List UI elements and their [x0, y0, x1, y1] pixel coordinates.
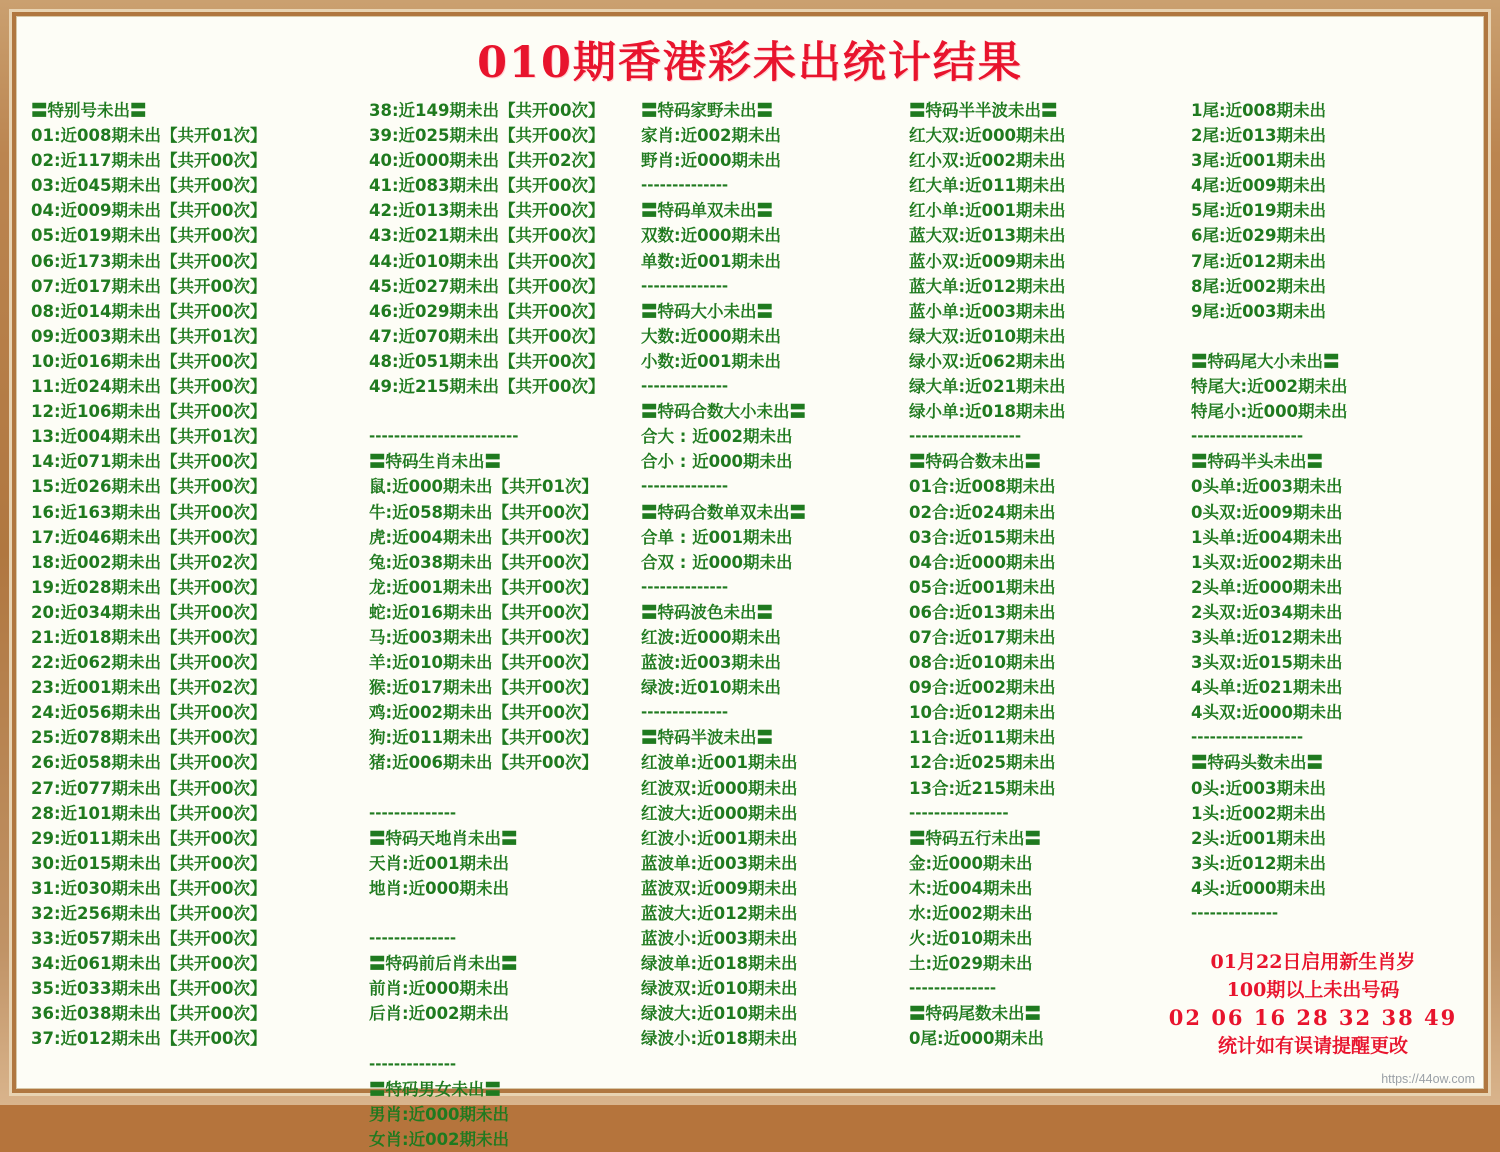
stat-line: 02:近117期未出【共开00次】 — [31, 151, 267, 171]
stat-line: 红小双:近002期未出 — [909, 151, 1066, 171]
stat-line: 15:近026期未出【共开00次】 — [31, 477, 267, 497]
divider: -------------- — [909, 979, 997, 998]
watermark-url: https://44ow.com — [1381, 1072, 1475, 1086]
stat-line — [369, 901, 641, 926]
stat-line: 36:近038期未出【共开00次】 — [31, 1004, 267, 1024]
stat-line: 绿小双:近062期未出 — [909, 351, 1066, 371]
stat-line: 0头单:近003期未出 — [1191, 477, 1343, 497]
divider: ---------------- — [909, 803, 1009, 822]
stat-line: 绿大双:近010期未出 — [909, 326, 1066, 346]
column-zodiac — [369, 98, 641, 1152]
section-header: 〓特码五行未出〓 — [909, 828, 1041, 848]
footer-notice — [1163, 948, 1463, 1060]
stat-line: 合小 : 近000期未出 — [641, 452, 793, 472]
stat-line: 0尾:近000期未出 — [909, 1029, 1045, 1049]
section-header: 〓特码单双未出〓 — [641, 201, 773, 221]
stat-line: 蓝波单:近003期未出 — [641, 853, 798, 873]
stat-line: 10合:近012期未出 — [909, 703, 1056, 723]
divider: -------------- — [369, 803, 457, 822]
stat-line: 01合:近008期未出 — [909, 477, 1056, 497]
divider: ------------------ — [1191, 728, 1304, 747]
stat-line: 龙:近001期未出【共开00次】 — [369, 577, 599, 597]
stat-line: 12:近106期未出【共开00次】 — [31, 402, 267, 422]
stat-line: 双数:近000期未出 — [641, 226, 782, 246]
stat-line: 1头:近002期未出 — [1191, 803, 1327, 823]
stat-line: 红波单:近001期未出 — [641, 753, 798, 773]
stat-line: 马:近003期未出【共开00次】 — [369, 627, 599, 647]
stat-line: 37:近012期未出【共开00次】 — [31, 1029, 267, 1049]
stat-line: 2头单:近000期未出 — [1191, 577, 1343, 597]
stat-line: 红波小:近001期未出 — [641, 828, 798, 848]
stat-line: 土:近029期未出 — [909, 954, 1033, 974]
divider: -------------- — [641, 377, 729, 396]
stat-line: 鸡:近002期未出【共开00次】 — [369, 703, 599, 723]
stat-line — [369, 399, 641, 424]
stat-line: 40:近000期未出【共开02次】 — [369, 151, 605, 171]
stat-line: 0头:近003期未出 — [1191, 778, 1327, 798]
stat-line: 合单 : 近001期未出 — [641, 527, 793, 547]
stat-line: 水:近002期未出 — [909, 904, 1033, 923]
stat-line: 32:近256期未出【共开00次】 — [31, 904, 267, 923]
stat-line: 4尾:近009期未出 — [1191, 176, 1327, 196]
section-header: 〓特码家野未出〓 — [641, 101, 773, 120]
stat-line: 鼠:近000期未出【共开01次】 — [369, 477, 599, 497]
section-header: 〓特码尾大小未出〓 — [1191, 351, 1340, 371]
stat-line: 红波:近000期未出 — [641, 627, 782, 647]
stat-line: 29:近011期未出【共开00次】 — [31, 828, 267, 848]
divider: -------------- — [641, 276, 729, 295]
stat-line: 19:近028期未出【共开00次】 — [31, 577, 267, 597]
stat-line: 14:近071期未出【共开00次】 — [31, 452, 267, 472]
divider: ------------------ — [909, 427, 1022, 446]
stat-line: 绿波单:近018期未出 — [641, 954, 798, 974]
stat-line: 12合:近025期未出 — [909, 753, 1056, 773]
stat-line: 2头双:近034期未出 — [1191, 602, 1343, 622]
stat-line: 07:近017期未出【共开00次】 — [31, 276, 267, 296]
stat-line: 猪:近006期未出【共开00次】 — [369, 753, 599, 773]
stat-line: 0头双:近009期未出 — [1191, 502, 1343, 522]
stat-line: 单数:近001期未出 — [641, 251, 782, 271]
stat-line: 09:近003期未出【共开01次】 — [31, 326, 267, 346]
poster-frame-inner — [9, 9, 1491, 1149]
stat-line: 3头:近012期未出 — [1191, 853, 1327, 873]
stat-line: 4头单:近021期未出 — [1191, 678, 1343, 698]
stat-line: 后肖:近002期未出 — [369, 1004, 510, 1024]
stat-line — [369, 1026, 641, 1051]
stat-line: 狗:近011期未出【共开00次】 — [369, 728, 599, 748]
stat-line: 28:近101期未出【共开00次】 — [31, 803, 267, 823]
stat-line: 23:近001期未出【共开02次】 — [31, 678, 267, 698]
stat-line: 48:近051期未出【共开00次】 — [369, 351, 605, 371]
stat-line: 09合:近002期未出 — [909, 678, 1056, 698]
stat-line: 红小单:近001期未出 — [909, 201, 1066, 221]
footer-line-4: 统计如有误请提醒更改 — [1217, 1035, 1408, 1057]
stat-line: 红大双:近000期未出 — [909, 126, 1066, 146]
section-header: 〓特码波色未出〓 — [641, 602, 773, 622]
stat-line: 前肖:近000期未出 — [369, 979, 510, 999]
stat-line: 野肖:近000期未出 — [641, 151, 782, 171]
stat-line: 7尾:近012期未出 — [1191, 251, 1327, 271]
column-sum-elements — [909, 98, 1191, 1152]
stat-line: 42:近013期未出【共开00次】 — [369, 201, 605, 221]
divider: -------------- — [641, 176, 729, 195]
stat-line: 44:近010期未出【共开00次】 — [369, 251, 605, 271]
stat-line: 13合:近215期未出 — [909, 778, 1056, 798]
stat-line: 02合:近024期未出 — [909, 502, 1056, 522]
stat-line: 1头单:近004期未出 — [1191, 527, 1343, 547]
divider: -------------- — [641, 703, 729, 722]
column-special-numbers — [31, 98, 369, 1152]
stat-line: 47:近070期未出【共开00次】 — [369, 326, 605, 346]
stat-line: 46:近029期未出【共开00次】 — [369, 301, 605, 321]
section-header: 〓特码合数大小未出〓 — [641, 402, 806, 422]
stat-line: 3头单:近012期未出 — [1191, 627, 1343, 647]
stat-line: 特尾小:近000期未出 — [1191, 402, 1348, 422]
stat-line: 1尾:近008期未出 — [1191, 101, 1327, 120]
section-header: 〓特码半头未出〓 — [1191, 452, 1323, 472]
stat-line: 大数:近000期未出 — [641, 326, 782, 346]
stat-line — [369, 776, 641, 801]
stat-line: 4头:近000期未出 — [1191, 878, 1327, 898]
stat-line: 绿波小:近018期未出 — [641, 1029, 798, 1049]
stat-line: 蓝大单:近012期未出 — [909, 276, 1066, 296]
stat-line: 特尾大:近002期未出 — [1191, 377, 1348, 397]
stat-line: 蓝波双:近009期未出 — [641, 878, 798, 898]
footer-line-3: 02 06 16 28 32 38 49 — [1168, 1005, 1458, 1030]
stat-line: 17:近046期未出【共开00次】 — [31, 527, 267, 547]
stat-line: 红大单:近011期未出 — [909, 176, 1066, 196]
section-header: 〓特别号未出〓 — [31, 101, 147, 120]
stat-line: 蓝波:近003期未出 — [641, 653, 782, 673]
stat-line: 2头:近001期未出 — [1191, 828, 1327, 848]
stat-line: 05:近019期未出【共开00次】 — [31, 226, 267, 246]
stat-line: 06合:近013期未出 — [909, 602, 1056, 622]
divider: -------------- — [641, 477, 729, 496]
section-header: 〓特码生肖未出〓 — [369, 452, 501, 472]
stat-line: 金:近000期未出 — [909, 853, 1033, 873]
stat-line: 绿波:近010期未出 — [641, 678, 782, 698]
stat-line: 04合:近000期未出 — [909, 552, 1056, 572]
stat-line: 20:近034期未出【共开00次】 — [31, 602, 267, 622]
section-header: 〓特码半波未出〓 — [641, 728, 773, 748]
stat-line: 11合:近011期未出 — [909, 728, 1056, 748]
stat-line: 合双 : 近000期未出 — [641, 552, 793, 572]
divider: -------------- — [369, 1054, 457, 1073]
stat-line: 绿大单:近021期未出 — [909, 377, 1066, 397]
section-header: 〓特码尾数未出〓 — [909, 1004, 1041, 1024]
section-header: 〓特码合数未出〓 — [909, 452, 1041, 472]
stat-line: 2尾:近013期未出 — [1191, 126, 1327, 146]
stat-line — [1191, 324, 1461, 349]
stat-line: 06:近173期未出【共开00次】 — [31, 251, 267, 271]
stat-line: 天肖:近001期未出 — [369, 853, 510, 873]
footer-line-1: 01月22日启用新生肖岁 — [1210, 951, 1416, 973]
divider: -------------- — [369, 929, 457, 948]
stat-line: 04:近009期未出【共开00次】 — [31, 201, 267, 221]
stat-line: 8尾:近002期未出 — [1191, 276, 1327, 296]
section-header: 〓特码头数未出〓 — [1191, 753, 1323, 773]
stat-line: 蓝波大:近012期未出 — [641, 904, 798, 923]
stat-line: 红波双:近000期未出 — [641, 778, 798, 798]
stat-line: 39:近025期未出【共开00次】 — [369, 126, 605, 146]
stat-line: 3尾:近001期未出 — [1191, 151, 1327, 171]
stat-line: 16:近163期未出【共开00次】 — [31, 502, 267, 522]
stat-line: 08合:近010期未出 — [909, 653, 1056, 673]
stat-line: 绿波大:近010期未出 — [641, 1004, 798, 1024]
stat-line: 木:近004期未出 — [909, 878, 1033, 898]
column-attributes — [641, 98, 909, 1152]
stat-line: 22:近062期未出【共开00次】 — [31, 653, 267, 673]
section-header: 〓特码天地肖未出〓 — [369, 828, 518, 848]
stat-line: 1头双:近002期未出 — [1191, 552, 1343, 572]
stat-line: 蓝小单:近003期未出 — [909, 301, 1066, 321]
stat-line: 6尾:近029期未出 — [1191, 226, 1327, 246]
stat-line: 4头双:近000期未出 — [1191, 703, 1343, 723]
stat-line: 蓝波小:近003期未出 — [641, 929, 798, 949]
stat-line: 家肖:近002期未出 — [641, 126, 782, 146]
stat-line: 5尾:近019期未出 — [1191, 201, 1327, 221]
stat-line: 27:近077期未出【共开00次】 — [31, 778, 267, 798]
stat-line: 49:近215期未出【共开00次】 — [369, 377, 605, 397]
stat-line: 35:近033期未出【共开00次】 — [31, 979, 267, 999]
stat-line: 30:近015期未出【共开00次】 — [31, 853, 267, 873]
stat-line: 18:近002期未出【共开02次】 — [31, 552, 267, 572]
stat-line: 11:近024期未出【共开00次】 — [31, 377, 267, 397]
stat-line: 羊:近010期未出【共开00次】 — [369, 653, 599, 673]
stat-line: 9尾:近003期未出 — [1191, 301, 1327, 321]
stat-line: 合大 : 近002期未出 — [641, 427, 793, 447]
stat-line: 蛇:近016期未出【共开00次】 — [369, 602, 599, 622]
stat-line: 31:近030期未出【共开00次】 — [31, 878, 267, 898]
stat-line: 牛:近058期未出【共开00次】 — [369, 502, 599, 522]
stat-line: 34:近061期未出【共开00次】 — [31, 954, 267, 974]
stat-line: 绿波双:近010期未出 — [641, 979, 798, 999]
stat-line: 小数:近001期未出 — [641, 351, 782, 371]
divider: -------------- — [641, 577, 729, 596]
divider: -------------- — [1191, 904, 1279, 922]
section-header: 〓特码男女未出〓 — [369, 1079, 501, 1099]
section-header: 〓特码合数单双未出〓 — [641, 502, 806, 522]
stat-line: 03合:近015期未出 — [909, 527, 1056, 547]
stat-line: 绿小单:近018期未出 — [909, 402, 1066, 422]
stat-line: 08:近014期未出【共开00次】 — [31, 301, 267, 321]
section-header: 〓特码大小未出〓 — [641, 301, 773, 321]
stat-line: 07合:近017期未出 — [909, 627, 1056, 647]
stat-line: 21:近018期未出【共开00次】 — [31, 627, 267, 647]
stat-line: 地肖:近000期未出 — [369, 878, 510, 898]
stat-line: 红波大:近000期未出 — [641, 803, 798, 823]
stat-line: 猴:近017期未出【共开00次】 — [369, 678, 599, 698]
stat-line: 13:近004期未出【共开01次】 — [31, 427, 267, 447]
stat-line: 女肖:近002期未出 — [369, 1129, 510, 1149]
stat-line: 10:近016期未出【共开00次】 — [31, 351, 267, 371]
stat-line: 虎:近004期未出【共开00次】 — [369, 527, 599, 547]
divider: ------------------------ — [369, 427, 519, 446]
stat-line: 火:近010期未出 — [909, 929, 1033, 949]
stat-line: 38:近149期未出【共开00次】 — [369, 101, 605, 120]
stat-line: 25:近078期未出【共开00次】 — [31, 728, 267, 748]
stat-line: 45:近027期未出【共开00次】 — [369, 276, 605, 296]
stat-line: 01:近008期未出【共开01次】 — [31, 126, 267, 146]
stat-line: 蓝大双:近013期未出 — [909, 226, 1066, 246]
section-header: 〓特码前后肖未出〓 — [369, 954, 518, 974]
stat-line: 男肖:近000期未出 — [369, 1104, 510, 1124]
divider: ------------------ — [1191, 427, 1304, 446]
stat-line: 03:近045期未出【共开00次】 — [31, 176, 267, 196]
stat-line: 3头双:近015期未出 — [1191, 653, 1343, 673]
stat-line: 43:近021期未出【共开00次】 — [369, 226, 605, 246]
stat-line: 蓝小双:近009期未出 — [909, 251, 1066, 271]
footer-line-2: 100期以上未出号码 — [1226, 979, 1400, 1001]
stat-line: 05合:近001期未出 — [909, 577, 1056, 597]
page-title: 010期香港彩未出统计结果 — [477, 38, 1023, 88]
stat-line: 41:近083期未出【共开00次】 — [369, 176, 605, 196]
poster-page — [16, 16, 1484, 1149]
stat-line: 24:近056期未出【共开00次】 — [31, 703, 267, 723]
stat-line: 33:近057期未出【共开00次】 — [31, 929, 267, 949]
stat-line: 兔:近038期未出【共开00次】 — [369, 552, 599, 572]
section-header: 〓特码半半波未出〓 — [909, 101, 1058, 120]
stat-line: 26:近058期未出【共开00次】 — [31, 753, 267, 773]
